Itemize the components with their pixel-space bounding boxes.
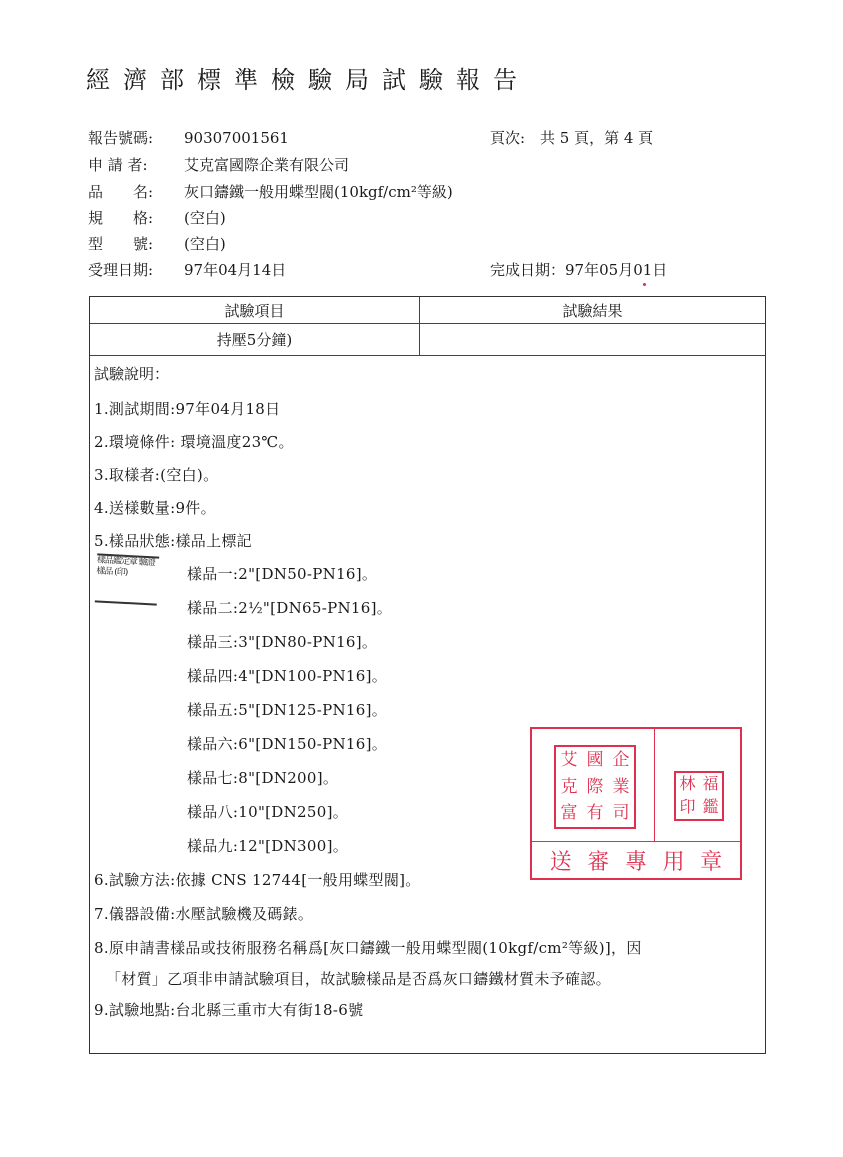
seal-char: 福 [702, 774, 719, 793]
product-value: 灰口鑄鐵一般用蝶型閥(10kgf/cm²等級) [184, 183, 453, 201]
sample-label-stamp: 樣品鑑定章 驗證樣品 (印) [95, 553, 159, 605]
company-seal [554, 745, 636, 829]
row-test-item: 持壓5分鐘) [216, 331, 293, 349]
seal-char: 際 [586, 776, 604, 797]
report-title: 經濟部標準檢驗局試驗報告 [86, 66, 530, 94]
seal-char: 印 [679, 797, 696, 816]
description-item-3: 3.取樣者:(空白)。 [94, 466, 219, 484]
submission-stamp [530, 727, 742, 880]
description-item-2: 2.環境條件: 環境溫度23℃。 [94, 433, 294, 451]
report-number-label: 報告號碼: [88, 129, 154, 147]
description-item-1: 1.測試期間:97年04月18日 [94, 400, 281, 418]
sample-5: 樣品五:5"[DN125-PN16]。 [187, 701, 388, 719]
seal-char: 企 [612, 750, 630, 770]
sample-7: 樣品七:8"[DN200]。 [187, 769, 339, 787]
sample-1: 樣品一:2"[DN50-PN16]。 [187, 565, 378, 583]
product-name [88, 181, 453, 202]
seal-char: 國 [586, 750, 604, 770]
table-row [90, 324, 765, 356]
stamp-label-char: 用 [662, 850, 685, 875]
spec-value: (空白) [184, 209, 226, 227]
header-test-item: 試驗項目 [224, 301, 285, 320]
stamp-label-char: 審 [587, 850, 610, 875]
red-speck [643, 283, 646, 286]
applicant [88, 154, 349, 175]
stamp-divider [532, 841, 740, 842]
received-date-value: 97年04月14日 [184, 261, 287, 279]
description-item-9: 9.試驗地點:台北縣三重市大有街18-6號 [94, 1001, 364, 1019]
seal-char: 艾 [560, 750, 578, 770]
description-item-5: 5.樣品狀態:樣品上標記 [94, 532, 252, 550]
page-label: 頁次: [490, 129, 526, 147]
seal-char: 鑑 [702, 797, 719, 816]
stamp-label-char: 專 [624, 850, 647, 875]
stamp-label [532, 845, 740, 876]
report-number [88, 127, 289, 148]
applicant-label: 申 請 者: [88, 156, 148, 174]
product-label: 品 名: [88, 183, 154, 201]
row-test-result [420, 324, 765, 355]
description-item-8-cont: 「材質」乙項非申請試驗項目，故試驗樣品是否爲灰口鑄鐵材質未予確認。 [106, 970, 611, 988]
table-header-row [90, 297, 765, 324]
description-item-8: 8.原申請書樣品或技術服務名稱爲[灰口鑄鐵一般用蝶型閥(10kgf/cm²等級)]，因 [94, 939, 642, 957]
sample-8: 樣品八:10"[DN250]。 [187, 803, 349, 821]
stamp-divider [654, 729, 655, 841]
sample-9: 樣品九:12"[DN300]。 [187, 837, 349, 855]
personal-seal [674, 771, 724, 821]
received-date-label: 受理日期: [88, 261, 154, 279]
applicant-value: 艾克富國際企業有限公司 [184, 156, 350, 174]
seal-char: 有 [586, 803, 604, 824]
completed-date-value: 97年05月01日 [565, 261, 668, 279]
page-info [490, 127, 653, 148]
model-label: 型 號: [88, 235, 154, 253]
stamp-label-char: 送 [549, 850, 572, 875]
model [88, 233, 226, 254]
description-item-4: 4.送樣數量:9件。 [94, 499, 216, 517]
report-number-value: 90307001561 [184, 129, 289, 147]
completed-date-label: 完成日期： [490, 261, 566, 279]
sample-3: 樣品三:3"[DN80-PN16]。 [187, 633, 378, 651]
received-date [88, 259, 286, 280]
seal-char: 司 [612, 803, 630, 824]
stamp-label-char: 章 [700, 850, 723, 875]
specification [88, 207, 226, 228]
test-table [89, 296, 766, 1054]
sample-6: 樣品六:6"[DN150-PN16]。 [187, 735, 388, 753]
seal-char: 富 [560, 803, 578, 824]
seal-char: 林 [679, 774, 696, 793]
description-item-6: 6.試驗方法:依據 CNS 12744[一般用蝶型閥]。 [94, 871, 421, 889]
description-item-7: 7.儀器設備:水壓試驗機及碼錶。 [94, 905, 314, 923]
model-value: (空白) [184, 235, 226, 253]
seal-char: 克 [560, 776, 578, 797]
seal-char: 業 [612, 776, 630, 797]
header-test-result: 試驗結果 [562, 301, 623, 320]
sample-4: 樣品四:4"[DN100-PN16]。 [187, 667, 388, 685]
description-heading: 試驗說明： [94, 365, 170, 383]
completed-date [490, 259, 667, 280]
page-value: 共 5 頁，第 4 頁 [540, 129, 654, 147]
sample-2: 樣品二:2½"[DN65-PN16]。 [187, 599, 393, 617]
spec-label: 規 格: [88, 209, 154, 227]
